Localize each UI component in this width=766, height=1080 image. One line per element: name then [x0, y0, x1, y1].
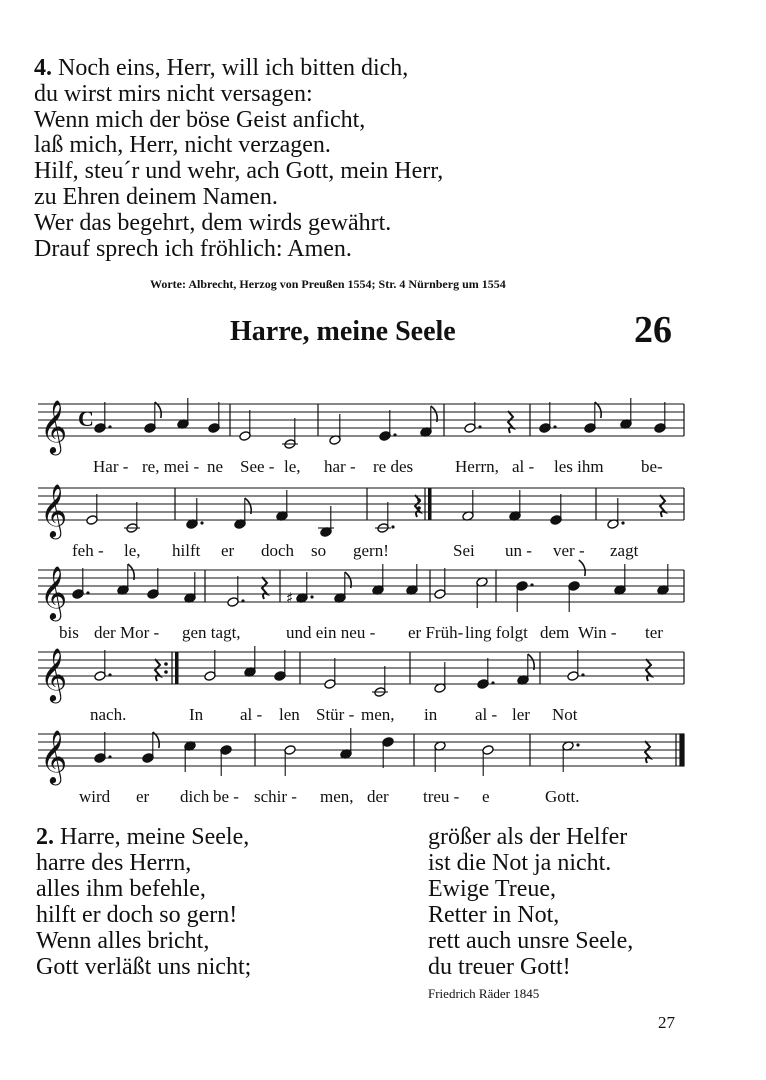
sharp-icon: ♯	[286, 589, 294, 607]
lyric-syllable: Gott.	[545, 787, 580, 806]
stanza-number: 2.	[36, 824, 54, 850]
stanza-line: ist die Not ja nicht.	[428, 850, 612, 876]
quarter-rest-icon	[645, 741, 650, 763]
lyrics-system4	[0, 705, 766, 729]
lyric-syllable: er	[221, 541, 235, 560]
common-time-icon: C	[78, 406, 94, 431]
lyric-syllable: Herrn,	[455, 457, 499, 476]
lyrics-system3	[0, 623, 766, 647]
dot	[108, 755, 111, 758]
lyric-syllable: feh -	[72, 541, 104, 560]
stanza-2-right-column	[428, 824, 633, 980]
stanza-line: Wenn mich der böse Geist anficht,	[34, 106, 366, 133]
lyric-syllable: Not	[552, 705, 578, 724]
dot	[553, 425, 556, 428]
lyric-syllable: dich	[180, 787, 210, 806]
lyric-syllable: len	[279, 705, 300, 724]
lyric-syllable: doch	[261, 541, 295, 560]
repeat-dot	[164, 662, 168, 666]
stanza-line: hilft er doch so gern!	[36, 902, 238, 928]
lyric-syllable: ter	[645, 623, 663, 642]
lyric-syllable: le,	[284, 457, 301, 476]
stanza-line: Ewige Treue,	[428, 876, 556, 902]
lyric-syllable: See -	[240, 457, 275, 476]
dot	[108, 425, 111, 428]
stanza-line: rett auch unsre Seele,	[428, 928, 634, 954]
lyric-syllable: Sei	[453, 541, 475, 560]
lyric-syllable: ling folgt	[465, 623, 528, 642]
lyric-syllable: er Früh-	[408, 623, 464, 642]
lyric-syllable: al -	[512, 457, 535, 476]
lyrics-system2	[0, 541, 766, 565]
stanza-line: Gott verläßt uns nicht;	[36, 954, 252, 980]
lyric-syllable: be-	[641, 457, 663, 476]
lyric-syllable: al -	[475, 705, 498, 724]
lyric-syllable: er	[136, 787, 150, 806]
lyric-syllable: nach.	[90, 705, 127, 724]
stanza-4-line-1	[34, 56, 443, 82]
thick-barline	[175, 652, 179, 684]
treble-clef-icon: 𝄞	[40, 399, 68, 453]
quarter-rest-icon	[508, 411, 513, 433]
lyric-syllable: hilft	[172, 541, 201, 560]
hymn-number: 26	[634, 309, 672, 351]
quarter-rest-icon	[262, 577, 267, 599]
stanza-line: Noch eins, Herr, will ich bitten dich,	[52, 55, 409, 81]
stanza-4	[34, 56, 443, 262]
treble-clef-icon: 𝄞	[40, 647, 68, 701]
repeat-dot	[164, 670, 168, 674]
lyric-syllable: les ihm	[554, 457, 604, 476]
dot	[478, 425, 481, 428]
lyric-syllable: men,	[361, 705, 395, 724]
repeat-dot	[417, 506, 421, 510]
lyric-syllable: gern!	[353, 541, 389, 560]
lyrics-credit: Worte: Albrecht, Herzog von Preußen 1554; Str. 4 Nürnberg um 1554	[150, 277, 506, 291]
quarter-rest-icon	[155, 659, 160, 681]
lyric-syllable: In	[189, 705, 204, 724]
lyric-syllable: ne	[207, 457, 224, 476]
dot	[310, 595, 313, 598]
lyrics-system5	[0, 787, 766, 811]
treble-clef-icon: 𝄞	[40, 729, 68, 783]
page-number: 27	[658, 1013, 675, 1032]
treble-clef-icon: 𝄞	[40, 565, 68, 619]
lyric-syllable: der	[367, 787, 389, 806]
stanza-line: Wer das begehrt, dem wirds gewährt.	[34, 209, 392, 236]
dot	[491, 681, 494, 684]
lyric-syllable: ler	[512, 705, 530, 724]
lyric-syllable: be -	[213, 787, 239, 806]
lyric-syllable: ver -	[553, 541, 585, 560]
music-credit: Friedrich Räder 1845	[428, 986, 540, 1001]
dot	[621, 521, 624, 524]
lyric-syllable: dem	[540, 623, 570, 642]
dot	[200, 521, 203, 524]
lyric-syllable: re, mei -	[142, 457, 200, 476]
lyric-syllable: un -	[505, 541, 532, 560]
stanza-line: harre des Herrn,	[36, 850, 192, 876]
lyric-syllable: Har -	[93, 457, 129, 476]
stanza-line: Retter in Not,	[428, 902, 560, 928]
repeat-dot	[417, 498, 421, 502]
lyric-syllable: re des	[373, 457, 414, 476]
dot	[530, 583, 533, 586]
stanza-2-left-column	[36, 824, 251, 980]
stanza-line: zu Ehren deinem Namen.	[34, 183, 278, 210]
stanza-number: 4.	[34, 55, 52, 81]
lyrics-system1	[0, 457, 766, 481]
dot	[391, 525, 394, 528]
stanza-line: Drauf sprech ich fröhlich: Amen.	[34, 235, 352, 262]
stanza-line: Harre, meine Seele,	[54, 824, 250, 850]
lyric-syllable: schir -	[254, 787, 297, 806]
dot	[581, 673, 584, 676]
lyric-syllable: wird	[79, 787, 111, 806]
lyric-syllable: Stür -	[316, 705, 355, 724]
lyric-syllable: le,	[124, 541, 141, 560]
treble-clef-icon: 𝄞	[40, 483, 68, 537]
dot	[241, 599, 244, 602]
stanza-line: laß mich, Herr, nicht verzagen.	[34, 132, 331, 159]
dot	[393, 433, 396, 436]
lyric-syllable: gen tagt,	[182, 623, 241, 642]
lyric-syllable: Win -	[578, 623, 617, 642]
stanza-2-line-1	[36, 824, 251, 850]
stanza-line: du wirst mirs nicht versagen:	[34, 80, 313, 107]
stanza-line: alles ihm befehle,	[36, 876, 206, 902]
quarter-rest-icon	[646, 659, 651, 681]
quarter-rest-icon	[660, 495, 665, 517]
lyric-syllable: und ein neu -	[286, 623, 376, 642]
thick-barline	[428, 488, 432, 520]
lyric-syllable: men,	[320, 787, 354, 806]
stanza-line: Hilf, steu´r und wehr, ach Gott, mein Herr,	[34, 158, 444, 185]
lyric-syllable: treu -	[423, 787, 460, 806]
lyric-syllable: so	[311, 541, 327, 560]
lyric-syllable: bis	[59, 623, 79, 642]
hymn-title: Harre, meine Seele	[230, 316, 456, 347]
lyric-syllable: in	[424, 705, 438, 724]
stanza-line: Wenn alles bricht,	[36, 928, 210, 954]
stanza-line: du treuer Gott!	[428, 954, 571, 980]
stanza-line: größer als der Helfer	[428, 824, 628, 850]
dot	[86, 591, 89, 594]
dot	[576, 743, 579, 746]
lyric-syllable: har -	[324, 457, 356, 476]
lyric-syllable: der Mor -	[94, 623, 160, 642]
dot	[108, 673, 111, 676]
sheet-music	[0, 380, 766, 820]
lyric-syllable: al -	[240, 705, 263, 724]
lyric-syllable: e	[482, 787, 490, 806]
lyric-syllable: zagt	[610, 541, 639, 560]
final-barline	[680, 734, 684, 766]
